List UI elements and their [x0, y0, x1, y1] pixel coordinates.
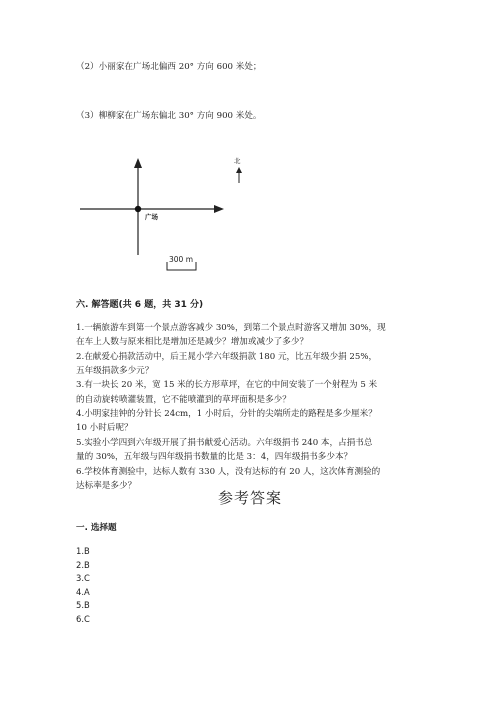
horizontal-axis: [80, 205, 224, 213]
question-line: 10 小时后呢？: [76, 423, 133, 434]
answer-item: 5.B: [76, 600, 90, 611]
question-3-text: （3）柳柳家在广场东偏北 30° 方向 900 米处。: [76, 111, 262, 121]
question-line: 5.实验小学四到六年级开展了捐书献爱心活动。六年级捐书 240 本，占捐书总: [76, 437, 373, 448]
question-line: 的自动旋转喷灌装置，它不能喷灌到的草坪面积是多少？: [76, 394, 291, 405]
question-2-text: （2）小丽家在广场北偏西 20° 方向 600 米处；: [76, 62, 262, 72]
vertical-axis: [134, 158, 142, 255]
answer-item: 4.A: [76, 586, 90, 597]
answers-section-1-heading: 一. 选择题: [76, 523, 117, 533]
question-line: 在车上人数与原来相比是增加还是减少？增加或减少了多少？: [76, 337, 309, 348]
scale-bar: [167, 262, 196, 270]
north-arrow-icon: [236, 167, 242, 183]
answer-item: 3.C: [76, 573, 90, 584]
answer-item: 6.C: [76, 614, 90, 624]
question-line: 4.小明家挂钟的分针长 24cm，1 小时后，分针的尖端所走的路程是多少厘米？: [76, 409, 377, 420]
plaza-point: [135, 206, 141, 212]
question-line: 1.一辆旅游车到第一个景点游客减少 30%，到第二个景点时游客又增加 30%，现: [76, 323, 386, 333]
answers-title: 参考答案: [217, 489, 282, 507]
answer-item: 2.B: [76, 559, 90, 570]
question-line: 量的 30%，五年级与四年级捐书数量的比是 3：4，四年级捐书多少本？: [76, 452, 353, 463]
section-6-heading: 六. 解答题(共 6 题，共 31 分): [76, 300, 204, 310]
scale-label: 300 m: [169, 255, 194, 264]
question-line: 2.在献爱心捐款活动中，后王晁小学六年级捐款 180 元，比五年级少捐 25%，: [76, 351, 378, 362]
question-line: 3.有一块长 20 米，宽 15 米的长方形草坪，在它的中间安装了一个射程为 5 米: [76, 380, 378, 391]
answer-item: 1.B: [76, 546, 90, 556]
question-line: 五年级捐款多少元？: [76, 366, 154, 377]
question-line: 6.学校体育测验中，达标人数有 330 人，没有达标的有 20 人，这次体育测验的: [76, 466, 381, 477]
plaza-label: 广场: [145, 213, 158, 221]
north-label: 北: [234, 157, 241, 165]
question-line: 达标率是多少？: [76, 480, 137, 491]
